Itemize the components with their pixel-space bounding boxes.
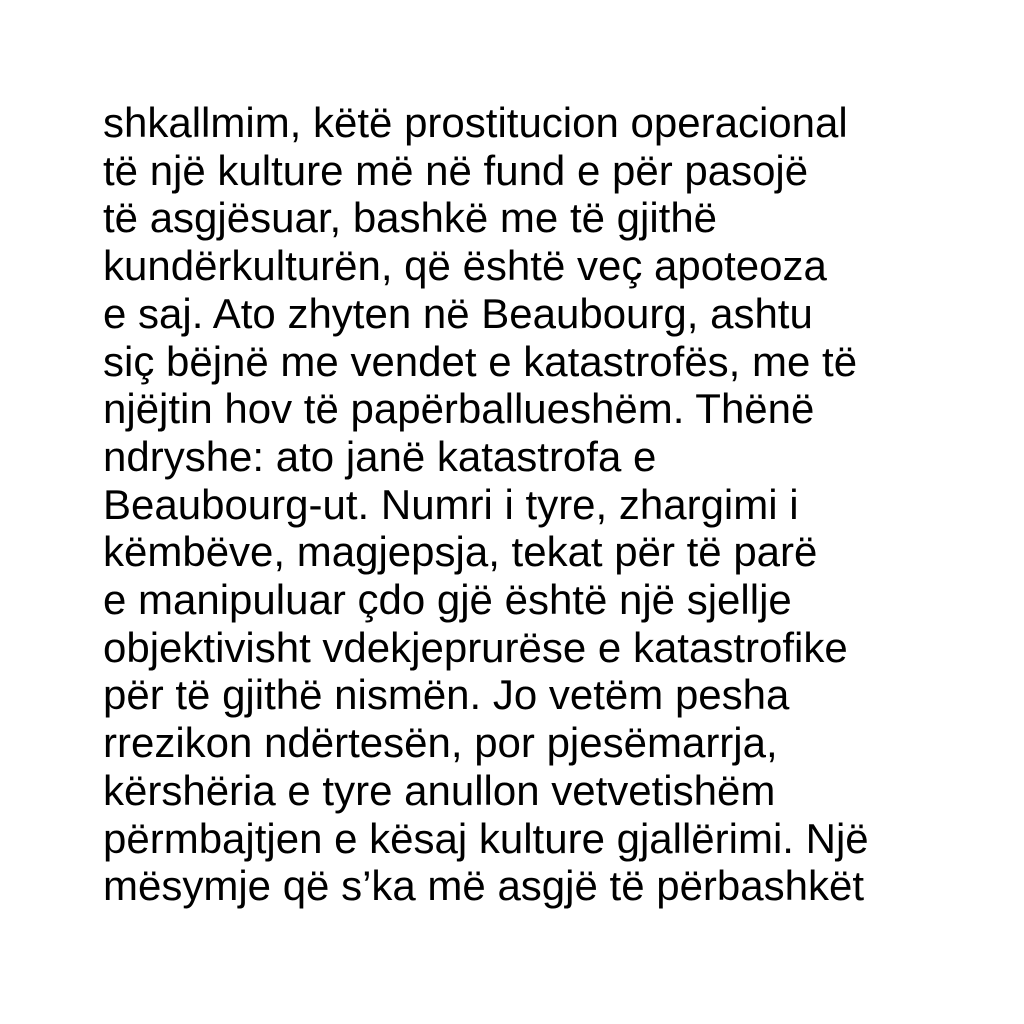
text-line: objektivisht vdekjeprurëse e katastrofike — [103, 623, 848, 671]
text-line: Beaubourg-ut. Numri i tyre, zhargimi i — [103, 480, 799, 528]
text-line: të asgjësuar, bashkë me të gjithë — [103, 194, 718, 242]
text-line: këmbëve, magjepsja, tekat për të parë — [103, 528, 818, 576]
text-line: përmbajtjen e kësaj kulture gjallërimi. Një — [103, 814, 869, 862]
text-line: kërshëria e tyre anullon vetvetishëm — [103, 766, 776, 814]
text-line: kundërkulturën, që është veç apoteoza — [103, 242, 827, 290]
text-line: të një kulture më në fund e për pasojë — [103, 146, 809, 194]
text-line: ndryshe: ato janë katastrofa e — [103, 432, 657, 480]
body-text-block — [103, 99, 921, 910]
text-line: rrezikon ndërtesën, por pjesëmarrja, — [103, 719, 778, 767]
text-line: siç bëjnë me vendet e katastrofës, me të — [103, 337, 858, 385]
text-line: njëjtin hov të papërballueshëm. Thënë — [103, 385, 815, 433]
text-line: për të gjithë nismën. Jo vetëm pesha — [103, 671, 790, 719]
text-line: e manipuluar çdo gjë është një sjellje — [103, 576, 792, 624]
text-line: mësymje që s’ka më asgjë të përbashkët — [103, 862, 865, 910]
text-line: e saj. Ato zhyten në Beaubourg, ashtu — [103, 289, 813, 337]
text-line: shkallmim, këtë prostitucion operacional — [103, 99, 848, 146]
